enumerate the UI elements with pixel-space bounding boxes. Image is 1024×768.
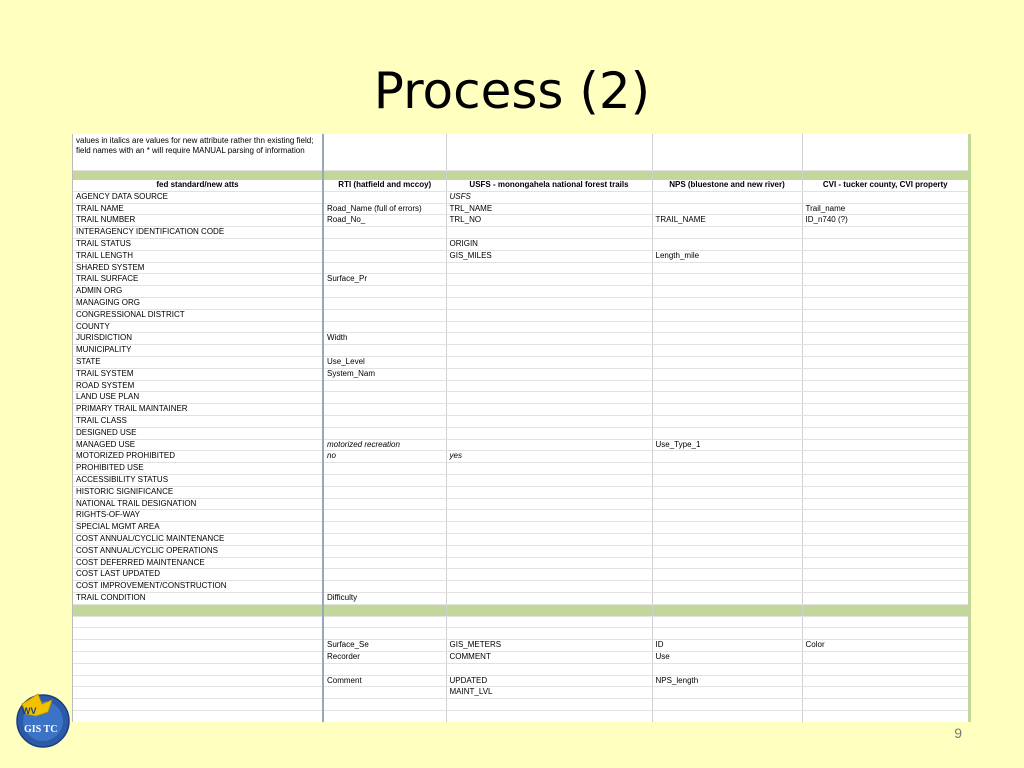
table-cell [652, 486, 802, 498]
table-cell [446, 522, 652, 534]
table-cell [802, 699, 971, 711]
table-cell [802, 616, 971, 628]
table-cell: MAINT_LVL [446, 687, 652, 699]
table-cell: INTERAGENCY IDENTIFICATION CODE [73, 227, 323, 239]
table-cell: COST ANNUAL/CYCLIC MAINTENANCE [73, 533, 323, 545]
table-cell: TRAIL STATUS [73, 238, 323, 250]
table-cell [323, 250, 446, 262]
table-cell [323, 533, 446, 545]
table-row [73, 238, 971, 250]
table-cell: Trail_name [802, 203, 971, 215]
table-cell: ROAD SYSTEM [73, 380, 323, 392]
table-cell: NATIONAL TRAIL DESIGNATION [73, 498, 323, 510]
table-cell: Road_No_ [323, 215, 446, 227]
table-note: values in italics are values for new attribute rather thn existing field; field names with an * will require MANUAL parsing of information [73, 134, 323, 171]
spreadsheet-image [72, 134, 971, 722]
table-cell [446, 699, 652, 711]
table-cell [652, 227, 802, 239]
table-cell [802, 581, 971, 593]
table-cell [323, 498, 446, 510]
table-cell [323, 628, 446, 640]
table-cell [446, 286, 652, 298]
table-cell: TRAIL CONDITION [73, 592, 323, 604]
table-cell [652, 392, 802, 404]
table-cell: Road_Name (full of errors) [323, 203, 446, 215]
table-cell: ORIGIN [446, 238, 652, 250]
table-cell [802, 171, 971, 181]
table-cell: Surface_Se [323, 640, 446, 652]
table-cell [446, 171, 652, 181]
table-cell [652, 191, 802, 203]
table-cell [802, 262, 971, 274]
table-cell [652, 463, 802, 475]
table-cell [323, 227, 446, 239]
table-cell [652, 687, 802, 699]
table-cell [323, 191, 446, 203]
table-cell [446, 498, 652, 510]
table-cell [446, 368, 652, 380]
table-cell [652, 203, 802, 215]
table-row [73, 486, 971, 498]
table-cell [323, 522, 446, 534]
table-cell: Color [802, 640, 971, 652]
table-row [73, 628, 971, 640]
table-cell [323, 711, 446, 722]
table-cell [802, 380, 971, 392]
table-cell [446, 345, 652, 357]
table-cell [802, 415, 971, 427]
table-cell: MANAGED USE [73, 439, 323, 451]
table-cell [802, 474, 971, 486]
table-cell: Difficulty [323, 592, 446, 604]
table-row [73, 191, 971, 203]
table-cell: Width [323, 333, 446, 345]
table-cell: HISTORIC SIGNIFICANCE [73, 486, 323, 498]
table-cell [652, 474, 802, 486]
table-cell [802, 286, 971, 298]
table-cell [802, 274, 971, 286]
table-row [73, 592, 971, 604]
table-cell: GIS_METERS [446, 640, 652, 652]
logo-text-bottom: GIS TC [24, 724, 58, 735]
table-cell [802, 191, 971, 203]
table-cell [446, 581, 652, 593]
table-cell [652, 616, 802, 628]
table-cell [802, 675, 971, 687]
table-row [73, 522, 971, 534]
table-cell [652, 356, 802, 368]
table-cell [802, 510, 971, 522]
table-cell [323, 380, 446, 392]
table-cell [446, 415, 652, 427]
table-cell [446, 557, 652, 569]
table-cell: Comment [323, 675, 446, 687]
table-cell [323, 238, 446, 250]
table-cell [73, 699, 323, 711]
table-cell [446, 592, 652, 604]
table-cell: COST ANNUAL/CYCLIC OPERATIONS [73, 545, 323, 557]
table-cell [446, 474, 652, 486]
table-cell [802, 227, 971, 239]
table-row [73, 675, 971, 687]
table-cell: ADMIN ORG [73, 286, 323, 298]
table-row [73, 498, 971, 510]
table-cell [446, 134, 652, 171]
table-cell [652, 581, 802, 593]
table-cell [802, 297, 971, 309]
table-cell [652, 238, 802, 250]
table-cell [802, 522, 971, 534]
table-cell [802, 545, 971, 557]
separator-row [73, 604, 971, 616]
table-cell: AGENCY DATA SOURCE [73, 191, 323, 203]
table-cell [652, 557, 802, 569]
table-row [73, 368, 971, 380]
table-cell [802, 604, 971, 616]
table-cell: COUNTY [73, 321, 323, 333]
table-cell [323, 486, 446, 498]
table-cell: STATE [73, 356, 323, 368]
column-header: CVI - tucker county, CVI property [802, 180, 971, 191]
table-cell [652, 510, 802, 522]
attribute-mapping-table [73, 134, 971, 722]
table-cell: TRAIL CLASS [73, 415, 323, 427]
table-cell [802, 356, 971, 368]
table-cell [446, 711, 652, 722]
table-cell: TRL_NO [446, 215, 652, 227]
table-cell [323, 286, 446, 298]
table-cell: PRIMARY TRAIL MAINTAINER [73, 404, 323, 416]
table-row [73, 474, 971, 486]
table-cell: yes [446, 451, 652, 463]
table-cell: TRAIL NAME [73, 203, 323, 215]
table-cell: ID [652, 640, 802, 652]
table-cell: motorized recreation [323, 439, 446, 451]
table-row [73, 451, 971, 463]
table-cell [446, 510, 652, 522]
table-cell: SHARED SYSTEM [73, 262, 323, 274]
table-cell [652, 321, 802, 333]
table-cell [802, 309, 971, 321]
table-cell: MOTORIZED PROHIBITED [73, 451, 323, 463]
table-cell: Use_Type_1 [652, 439, 802, 451]
table-row [73, 663, 971, 675]
table-cell [323, 463, 446, 475]
table-row [73, 711, 971, 722]
table-cell [652, 604, 802, 616]
table-cell [446, 356, 652, 368]
table-row [73, 652, 971, 664]
table-cell: TRAIL SYSTEM [73, 368, 323, 380]
table-cell [73, 711, 323, 722]
table-cell [802, 463, 971, 475]
table-cell [652, 171, 802, 181]
table-cell [446, 545, 652, 557]
table-cell [73, 616, 323, 628]
table-cell [323, 663, 446, 675]
table-cell: JURISDICTION [73, 333, 323, 345]
table-cell [802, 711, 971, 722]
wv-gistc-logo [12, 690, 74, 748]
table-row [73, 640, 971, 652]
table-cell: Recorder [323, 652, 446, 664]
table-cell [323, 545, 446, 557]
table-cell: System_Nam [323, 368, 446, 380]
table-cell [446, 309, 652, 321]
table-cell [652, 498, 802, 510]
table-cell [802, 134, 971, 171]
table-cell [446, 227, 652, 239]
table-cell [652, 274, 802, 286]
note-row [73, 134, 971, 171]
table-cell [73, 640, 323, 652]
table-cell [446, 486, 652, 498]
table-cell [652, 404, 802, 416]
table-cell [652, 592, 802, 604]
table-cell [652, 286, 802, 298]
table-cell: SPECIAL MGMT AREA [73, 522, 323, 534]
table-cell [652, 451, 802, 463]
table-row [73, 274, 971, 286]
table-cell: LAND USE PLAN [73, 392, 323, 404]
table-cell [323, 427, 446, 439]
column-header: RTI (hatfield and mccoy) [323, 180, 446, 191]
table-row [73, 510, 971, 522]
table-cell: TRAIL NUMBER [73, 215, 323, 227]
table-cell [323, 557, 446, 569]
table-cell [446, 533, 652, 545]
table-row [73, 215, 971, 227]
table-row [73, 356, 971, 368]
table-cell [652, 134, 802, 171]
table-cell [323, 616, 446, 628]
page-number: 9 [954, 725, 962, 741]
table-cell [652, 415, 802, 427]
table-cell [323, 171, 446, 181]
table-cell [73, 628, 323, 640]
table-cell [446, 604, 652, 616]
table-cell [802, 628, 971, 640]
table-cell [652, 663, 802, 675]
table-cell [73, 604, 323, 616]
table-cell [446, 463, 652, 475]
table-cell [802, 498, 971, 510]
table-cell: NPS_length [652, 675, 802, 687]
table-cell: TRAIL SURFACE [73, 274, 323, 286]
table-cell [802, 439, 971, 451]
table-row [73, 427, 971, 439]
table-cell [446, 274, 652, 286]
header-row [73, 180, 971, 191]
table-cell [802, 663, 971, 675]
table-row [73, 545, 971, 557]
table-cell: Use_Level [323, 356, 446, 368]
table-cell: DESIGNED USE [73, 427, 323, 439]
table-cell [446, 663, 652, 675]
table-cell [802, 238, 971, 250]
table-cell [323, 404, 446, 416]
table-row [73, 415, 971, 427]
table-cell [802, 368, 971, 380]
table-cell [802, 404, 971, 416]
table-row [73, 439, 971, 451]
table-cell [802, 533, 971, 545]
table-cell [652, 427, 802, 439]
table-row [73, 286, 971, 298]
table-cell [323, 297, 446, 309]
table-cell [652, 628, 802, 640]
table-cell [652, 699, 802, 711]
table-cell [323, 687, 446, 699]
table-cell [446, 333, 652, 345]
table-cell [323, 321, 446, 333]
table-cell [802, 687, 971, 699]
table-cell [652, 309, 802, 321]
table-row [73, 569, 971, 581]
table-cell: Length_mile [652, 250, 802, 262]
table-cell [652, 522, 802, 534]
table-cell [323, 345, 446, 357]
table-row [73, 581, 971, 593]
table-cell [446, 262, 652, 274]
table-row [73, 250, 971, 262]
table-cell: MUNICIPALITY [73, 345, 323, 357]
table-cell [73, 663, 323, 675]
table-cell: Surface_Pr [323, 274, 446, 286]
table-cell [652, 711, 802, 722]
table-row [73, 262, 971, 274]
table-cell [802, 321, 971, 333]
table-cell [652, 262, 802, 274]
table-cell: PROHIBITED USE [73, 463, 323, 475]
table-cell [802, 652, 971, 664]
table-cell [446, 439, 652, 451]
table-row [73, 463, 971, 475]
table-row [73, 203, 971, 215]
table-cell [323, 134, 446, 171]
table-row [73, 557, 971, 569]
table-cell [323, 415, 446, 427]
table-cell: TRAIL_NAME [652, 215, 802, 227]
table-cell [323, 262, 446, 274]
table-cell [652, 569, 802, 581]
table-cell [73, 171, 323, 181]
column-header: NPS (bluestone and new river) [652, 180, 802, 191]
table-cell: COST LAST UPDATED [73, 569, 323, 581]
table-row [73, 392, 971, 404]
table-row [73, 616, 971, 628]
table-cell: TRAIL LENGTH [73, 250, 323, 262]
table-cell [446, 628, 652, 640]
column-header: fed standard/new atts [73, 180, 323, 191]
table-cell: COST IMPROVEMENT/CONSTRUCTION [73, 581, 323, 593]
column-header: USFS - monongahela national forest trails [446, 180, 652, 191]
table-row [73, 227, 971, 239]
table-cell: TRL_NAME [446, 203, 652, 215]
table-cell [652, 297, 802, 309]
table-cell [323, 392, 446, 404]
table-cell [802, 333, 971, 345]
table-cell [802, 451, 971, 463]
table-cell [802, 345, 971, 357]
table-cell [323, 510, 446, 522]
table-cell [323, 309, 446, 321]
table-cell [802, 427, 971, 439]
table-row [73, 687, 971, 699]
table-cell [652, 545, 802, 557]
table-cell: Use [652, 652, 802, 664]
table-row [73, 345, 971, 357]
table-row [73, 321, 971, 333]
table-cell [446, 392, 652, 404]
separator-row [73, 171, 971, 181]
table-cell: USFS [446, 191, 652, 203]
table-cell [446, 427, 652, 439]
table-cell [652, 345, 802, 357]
table-cell [446, 569, 652, 581]
table-cell [802, 569, 971, 581]
table-cell [446, 321, 652, 333]
table-cell [323, 581, 446, 593]
table-cell [652, 368, 802, 380]
table-row [73, 699, 971, 711]
table-cell [802, 486, 971, 498]
table-cell: RIGHTS-OF-WAY [73, 510, 323, 522]
table-row [73, 333, 971, 345]
logo-text-top: WV [22, 706, 37, 716]
table-cell [446, 404, 652, 416]
table-cell [323, 699, 446, 711]
table-cell: COST DEFERRED MAINTENANCE [73, 557, 323, 569]
table-cell [323, 474, 446, 486]
table-cell: COMMENT [446, 652, 652, 664]
table-cell [323, 604, 446, 616]
table-row [73, 309, 971, 321]
table-cell [802, 392, 971, 404]
table-cell: MANAGING ORG [73, 297, 323, 309]
table-cell [652, 533, 802, 545]
table-cell: no [323, 451, 446, 463]
table-cell [652, 380, 802, 392]
table-cell [73, 652, 323, 664]
table-cell [802, 557, 971, 569]
table-cell: ID_n740 (?) [802, 215, 971, 227]
table-cell [446, 380, 652, 392]
table-cell: ACCESSIBILITY STATUS [73, 474, 323, 486]
table-row [73, 297, 971, 309]
table-row [73, 533, 971, 545]
table-cell [802, 250, 971, 262]
table-cell: CONGRESSIONAL DISTRICT [73, 309, 323, 321]
table-cell [446, 616, 652, 628]
table-cell [446, 297, 652, 309]
table-cell: GIS_MILES [446, 250, 652, 262]
table-row [73, 380, 971, 392]
table-row [73, 404, 971, 416]
table-cell [73, 687, 323, 699]
table-cell [73, 675, 323, 687]
table-cell [323, 569, 446, 581]
table-cell: UPDATED [446, 675, 652, 687]
slide-title: Process (2) [373, 62, 651, 120]
table-cell [652, 333, 802, 345]
table-cell [802, 592, 971, 604]
